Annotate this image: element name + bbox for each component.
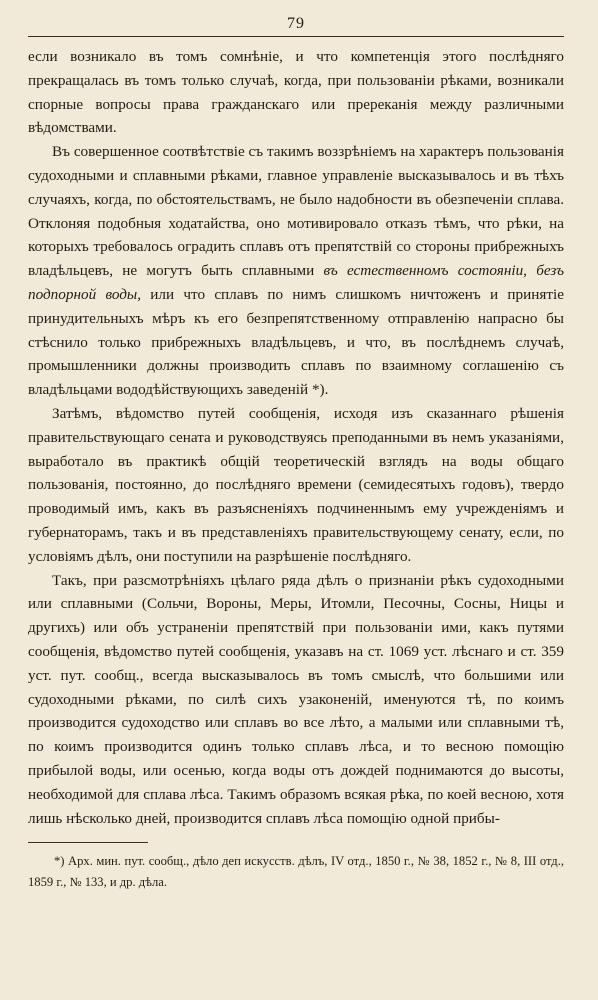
paragraph (28, 140, 564, 402)
text-run: Такъ, при разсмотрѣніяхъ цѣлаго ряда дѣлъ о признаніи рѣкъ судоходными или сплавными (Сольчи, Вороны, Меры, Итомли, Песочны, Сосны, Ницы и другихъ) или объ устраненіи препятствій при пользованіи ими, какъ путями сообщенія, вѣдомство путей сообщенія, указавъ на ст. 1069 уст. лѣснаго и ст. 359 уст. пут. сообщ., всегда высказывалось въ томъ смыслѣ, что большими или судоходными рѣками, по силѣ сихъ узаконеній, именуются тѣ, по коимъ производится судоходство или сплавъ во все лѣто, а малыми или сплавными тѣ, по коимъ производится одинъ только сплавъ лѣса, и то весною помощію прибылой воды, или осенью, когда воды отъ дождей поднимаются до высоты, необходимой для сплава лѣса. Такимъ образомъ всякая рѣка, по коей весною, хотя лишь нѣсколько дней, производится сплавъ лѣса помощію одной прибы- (28, 571, 564, 827)
header-rule (28, 36, 564, 37)
paragraph (28, 402, 564, 569)
body-text (28, 45, 564, 830)
page-number: 79 (287, 15, 305, 32)
footnote: *) Арх. мин. пут. сообщ., дѣло деп искусств. дѣлъ, IV отд., 1850 г., № 38, 1852 г., № 8, III отд., 1859 г., № 133, и др. дѣла. (28, 854, 564, 890)
footnote-rule (28, 842, 148, 843)
paragraph (28, 45, 564, 140)
text-run: Затѣмъ, вѣдомство путей сообщенія, исходя изъ сказаннаго рѣшенія правительствующаго сената и руководствуясь преподанными въ немъ указаніями, выработало въ практикѣ общій теоретическій взглядъ на воды общаго пользованія, постоянно, до послѣдняго времени (семидесятыхъ годовъ), твердо проводимый имъ, какъ въ разъясненіяхъ подчиненнымъ ему учрежденіямъ и губернаторамъ, такъ и въ представленіяхъ правительствующему сенату, если, по условіямъ дѣлъ, они поступили на разрѣшеніе послѣдняго. (28, 404, 564, 565)
text-run: если возникало въ томъ сомнѣніе, и что компетенція этого послѣдняго прекращалась въ томъ только случаѣ, когда, при пользованіи рѣками, возникали спорные вопросы права гражданскаго или пререканія между различными вѣдомствами. (28, 48, 564, 137)
text-run: , или что сплавъ по нимъ слишкомъ ничтоженъ и принятіе принудительныхъ мѣръ къ его безпрепятственному отправленію напрасно бы стѣснило только прибрежныхъ владѣльцевъ, и что, въ послѣднемъ случаѣ, промышленники должны производить сплавъ по взаимному соглашенію съ владѣльцами вододѣйствующихъ заведеній *). (28, 285, 564, 399)
text-run: Въ совершенное соотвѣтствіе съ такимъ воззрѣніемъ на характеръ пользованія судоходными и сплавными рѣками, главное управленіе высказывалось и въ тѣхъ случаяхъ, когда, по обстоятельствамъ, не было надобности въ обезпеченіи сплава. Отклоняя подобныя ходатайства, оно мотивировало отказъ тѣмъ, что рѣки, на которыхъ требовалось оградить сплавъ отъ препятствій со стороны прибрежныхъ владѣльцевъ, не могутъ быть сплавными (28, 143, 564, 280)
paragraph (28, 569, 564, 831)
italic-text-run: въ естественномъ состояніи, безъ подпорной воды (28, 262, 564, 303)
